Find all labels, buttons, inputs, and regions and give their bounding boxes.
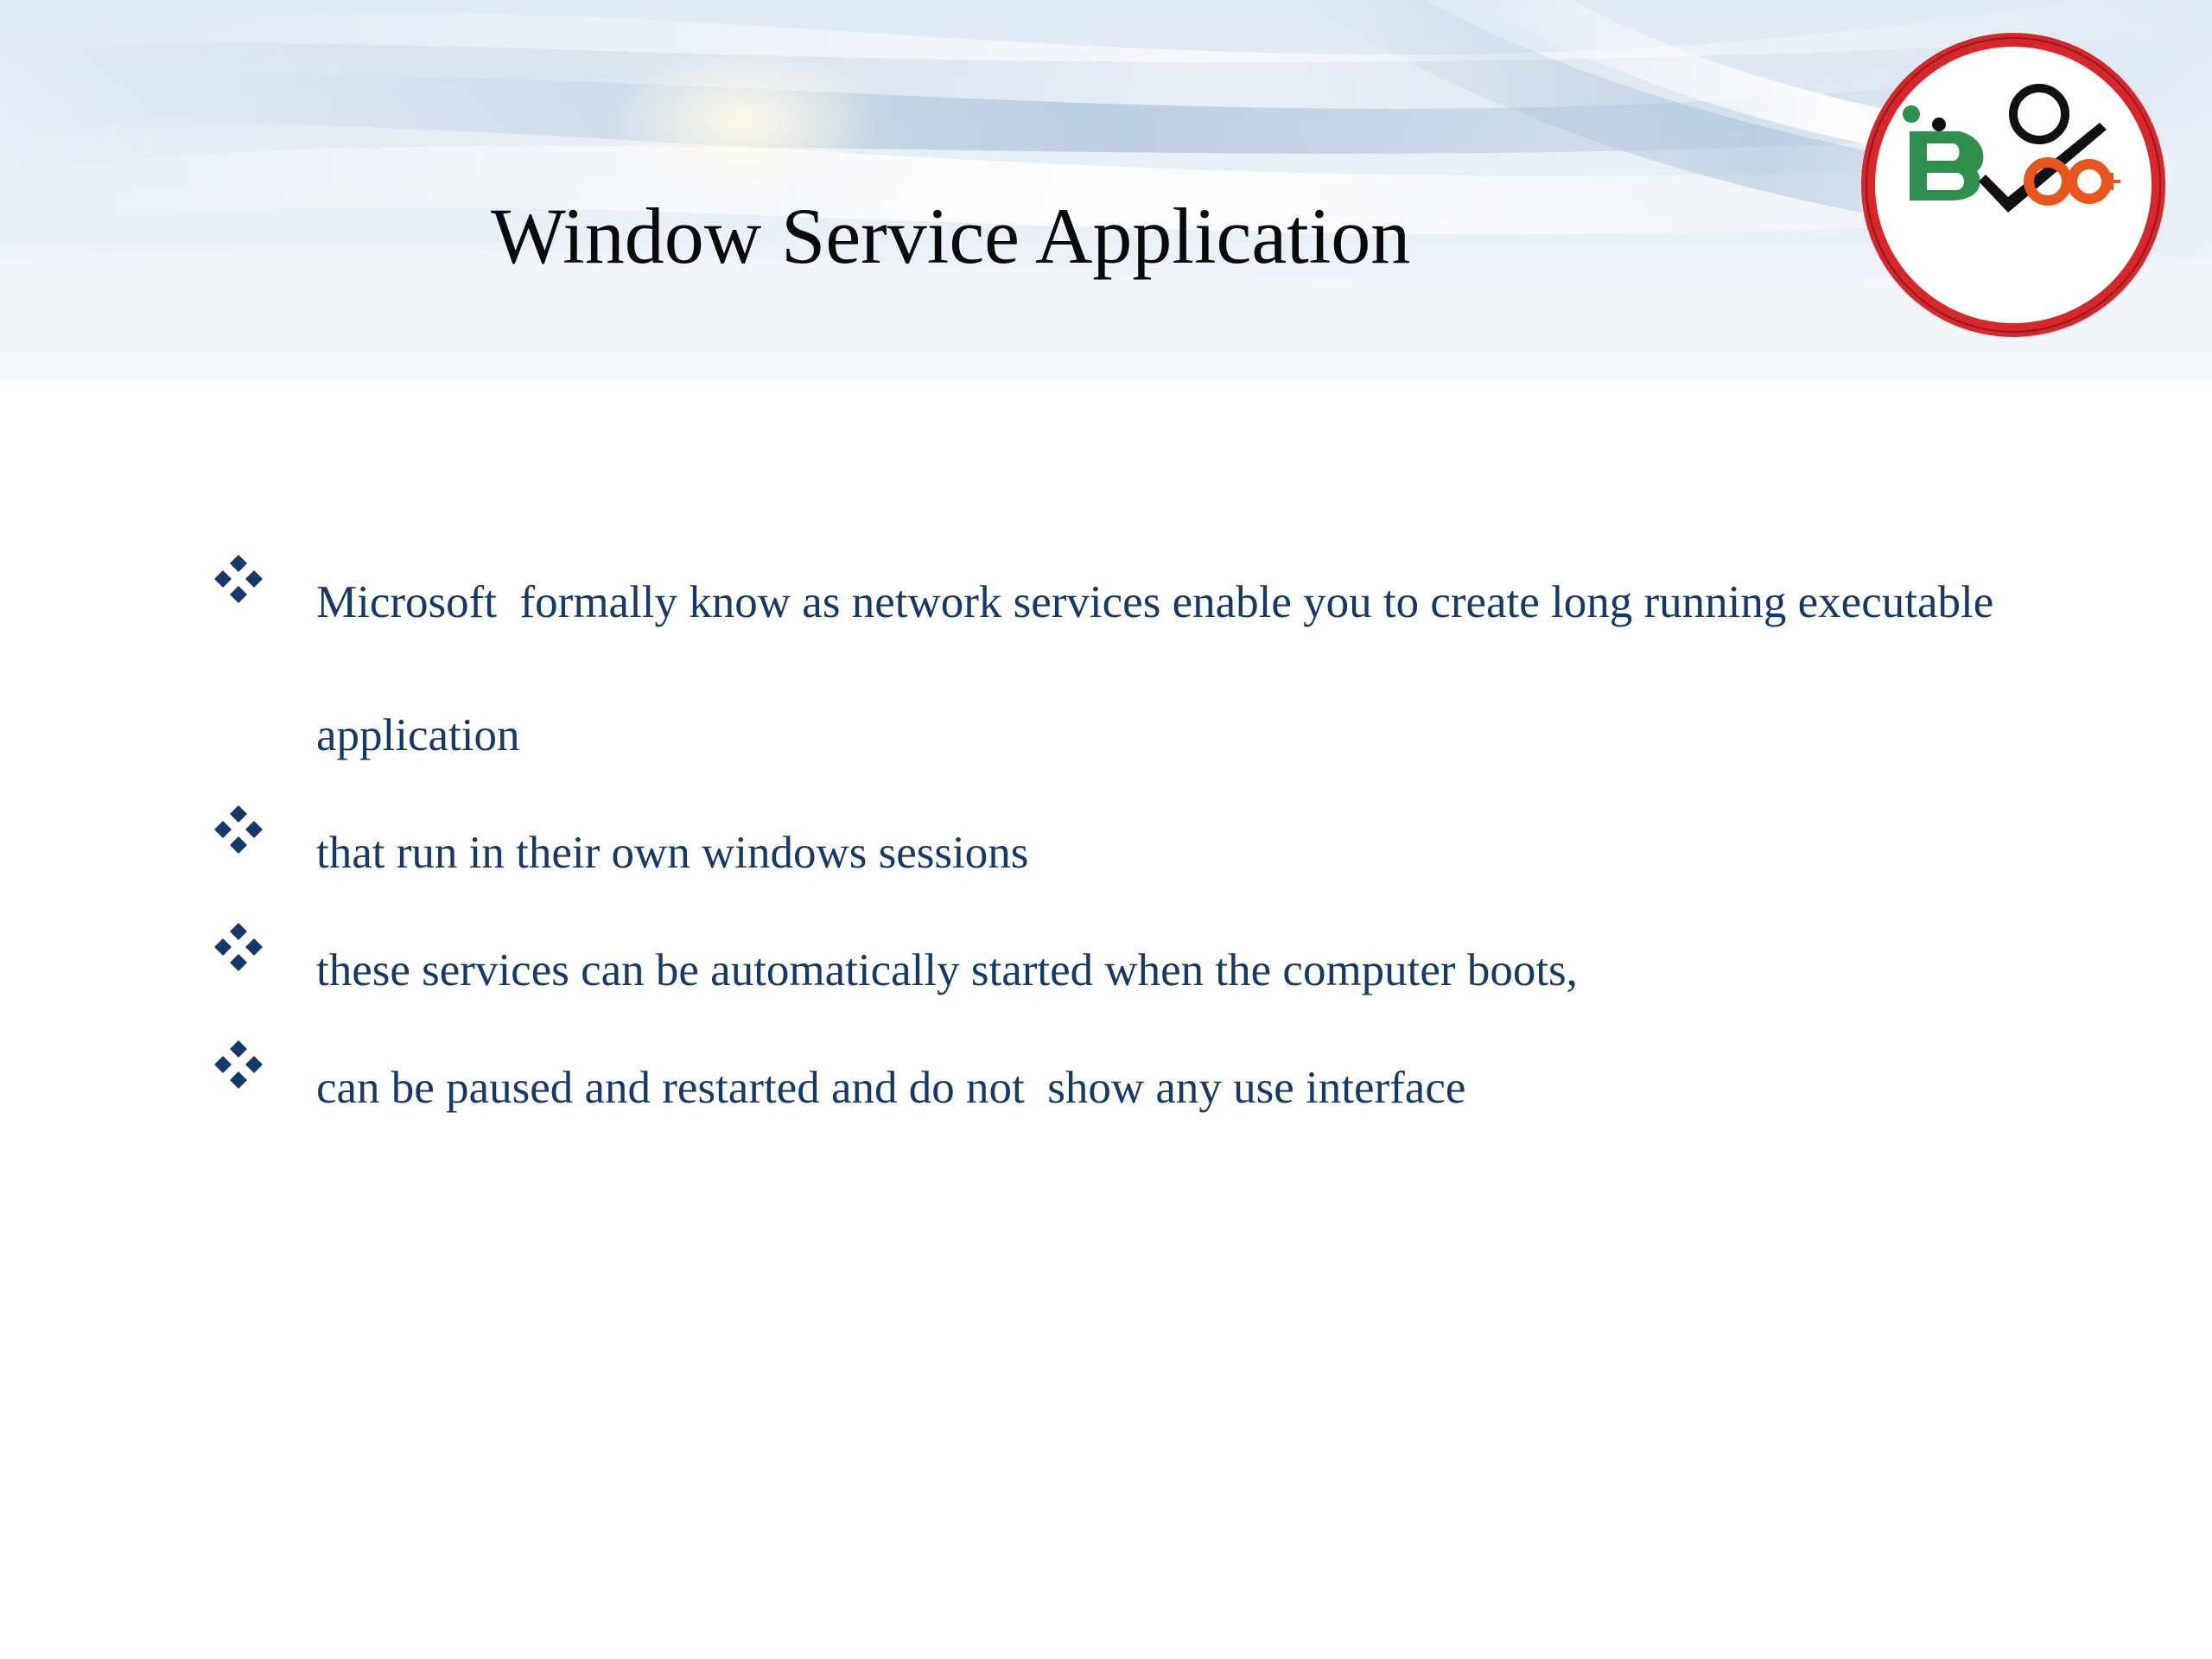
four-diamond-bullet-icon xyxy=(213,804,264,855)
slide-title: Window Service Application xyxy=(491,192,1411,280)
four-diamond-bullet-icon xyxy=(213,1039,264,1090)
four-diamond-bullet-icon xyxy=(213,921,264,973)
four-diamond-bullet-icon xyxy=(213,553,264,605)
bullet-text: that run in their own windows sessions xyxy=(316,828,1029,878)
bullet-text: Microsoft formally know as network services enable you to create long running executable application xyxy=(316,577,2005,760)
bullet-text: can be paused and restarted and do not show any use interface xyxy=(316,1063,1466,1113)
bullet-text: these services can be automatically started when the computer boots, xyxy=(316,945,1578,995)
